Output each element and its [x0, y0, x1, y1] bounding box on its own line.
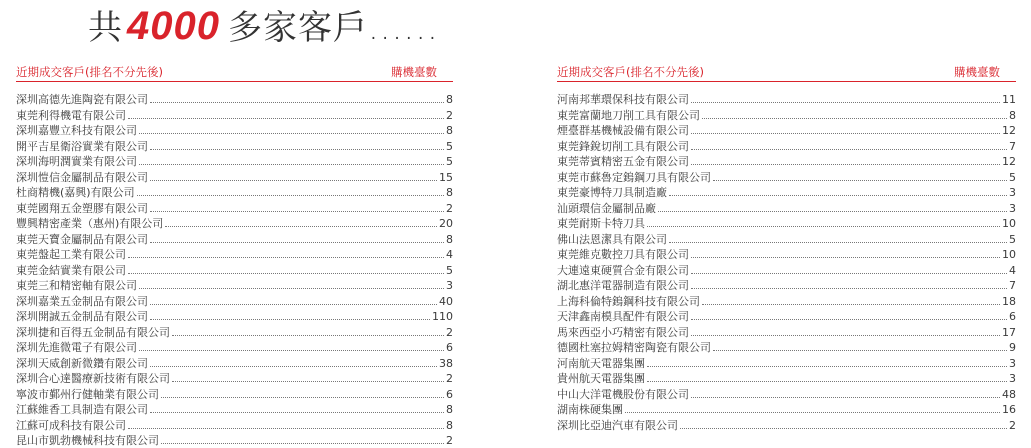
customer-name: 寧波市鄞州行健軸業有限公司	[16, 387, 159, 401]
customer-name: 深圳比亞迪汽車有限公司	[557, 418, 678, 432]
machine-count: 38	[439, 356, 453, 370]
machine-count: 2	[446, 108, 453, 122]
customer-name: 深圳嘉豐立科技有限公司	[16, 124, 137, 137]
machine-count: 5	[446, 263, 453, 277]
customer-name: 深圳嘉業五金制品有限公司	[16, 294, 148, 308]
machine-count: 12	[1002, 124, 1016, 137]
column-header	[557, 60, 1016, 82]
dot-leader	[172, 372, 444, 382]
list-item	[16, 355, 453, 371]
dot-leader	[165, 217, 437, 227]
dot-leader	[150, 295, 437, 305]
list-item	[16, 231, 453, 247]
dot-leader	[658, 202, 1007, 212]
dot-leader	[691, 124, 1000, 134]
machine-count: 48	[1002, 387, 1016, 401]
title-prefix: 共	[88, 8, 123, 48]
dot-leader	[128, 419, 444, 429]
customer-name: 深圳合心達醫療新技術有限公司	[16, 372, 170, 385]
customer-name: 馬來西亞小巧精密有限公司	[557, 325, 689, 339]
list-item	[16, 215, 453, 231]
machine-count: 8	[446, 403, 453, 416]
list-item	[16, 262, 453, 278]
list-item	[16, 339, 453, 355]
dot-leader	[161, 434, 444, 444]
customer-name: 河南邦華環保科技有限公司	[557, 93, 689, 106]
dot-leader	[139, 341, 444, 351]
machine-count: 3	[446, 279, 453, 292]
machine-count: 12	[1002, 155, 1016, 168]
customer-name: 東莞蒂賓精密五金有限公司	[557, 155, 689, 168]
list-item	[557, 184, 1016, 200]
dot-leader	[150, 171, 437, 181]
machine-count: 20	[439, 217, 453, 230]
list-item	[16, 122, 453, 138]
customer-name: 昆山市凱勃機械科技有限公司	[16, 434, 159, 447]
dot-leader	[680, 419, 1007, 429]
customer-name: 杜商精機(嘉興)有限公司	[16, 186, 135, 199]
dot-leader	[128, 248, 444, 258]
customer-name: 深圳高德先進陶瓷有限公司	[16, 93, 148, 106]
customer-name: 東莞維克數控刀具有限公司	[557, 248, 689, 261]
machine-count: 8	[446, 232, 453, 246]
dot-leader	[139, 155, 444, 165]
machine-count: 5	[446, 139, 453, 153]
list-item	[16, 246, 453, 262]
dot-leader	[139, 124, 444, 134]
list-item	[16, 107, 453, 123]
machine-count: 7	[1009, 139, 1016, 153]
list-item	[557, 339, 1016, 355]
dot-leader	[691, 310, 1007, 320]
list-item	[16, 432, 453, 448]
list-item	[16, 370, 453, 386]
machine-count: 40	[439, 294, 453, 308]
customer-name: 貴州航天電器集團	[557, 372, 645, 385]
customer-column-left	[16, 60, 453, 447]
dot-leader	[150, 202, 444, 212]
column-heading-left: 近期成交客戶(排名不分先後)	[557, 65, 704, 79]
list-item	[16, 277, 453, 293]
list-item	[16, 401, 453, 417]
customer-name: 江蘇維香工具制造有限公司	[16, 403, 148, 416]
dot-leader	[691, 279, 1007, 289]
list-item	[557, 231, 1016, 247]
machine-count: 16	[1002, 403, 1016, 416]
list-item	[557, 355, 1016, 371]
dot-leader	[691, 264, 1007, 274]
dot-leader	[691, 388, 1000, 398]
customer-name: 深圳天威創新微鑽有限公司	[16, 356, 148, 370]
list-item	[557, 262, 1016, 278]
list-item	[16, 308, 453, 324]
title-number: 4000	[127, 4, 220, 48]
list-item	[16, 138, 453, 154]
customer-name: 東莞三和精密軸有限公司	[16, 279, 137, 292]
customer-name: 上海科倫特鎢鋼科技有限公司	[557, 294, 700, 308]
list-item	[16, 91, 453, 107]
customer-name: 湖北惠洋電器制造有限公司	[557, 279, 689, 292]
dot-leader	[647, 357, 1007, 367]
machine-count: 2	[446, 325, 453, 339]
dot-leader	[150, 233, 444, 243]
machine-count: 2	[1009, 418, 1016, 432]
machine-count: 10	[1002, 248, 1016, 261]
machine-count: 8	[446, 93, 453, 106]
customer-name: 深圳先進微電子有限公司	[16, 341, 137, 354]
list-item	[16, 153, 453, 169]
dot-leader	[128, 109, 444, 119]
column-heading-left: 近期成交客戶(排名不分先後)	[16, 65, 163, 79]
customer-name: 東莞國翔五金塑膠有限公司	[16, 201, 148, 215]
customer-list	[16, 91, 453, 448]
customer-name: 東莞金結實業有限公司	[16, 263, 126, 277]
machine-count: 4	[446, 248, 453, 261]
dot-leader	[150, 403, 444, 413]
customer-name: 東莞盤起工業有限公司	[16, 248, 126, 261]
list-item	[16, 293, 453, 309]
customer-name: 東莞市蘇魯定鎢鋼刀具有限公司	[557, 170, 711, 184]
list-item	[557, 370, 1016, 386]
customer-list	[557, 91, 1016, 432]
machine-count: 10	[1002, 217, 1016, 230]
machine-count: 3	[1009, 201, 1016, 215]
dot-leader	[702, 109, 1007, 119]
machine-count: 8	[446, 124, 453, 137]
list-item	[557, 293, 1016, 309]
list-item	[557, 153, 1016, 169]
machine-count: 5	[1009, 170, 1016, 184]
list-item	[557, 122, 1016, 138]
dot-leader	[139, 279, 444, 289]
list-item	[557, 138, 1016, 154]
list-item	[557, 401, 1016, 417]
customer-name: 湖南株硬集團	[557, 403, 623, 416]
customer-name: 河南航天電器集團	[557, 356, 645, 370]
machine-count: 8	[446, 186, 453, 199]
dot-leader	[161, 388, 444, 398]
machine-count: 4	[1009, 263, 1016, 277]
machine-count: 8	[1009, 108, 1016, 122]
list-item	[16, 169, 453, 185]
machine-count: 2	[446, 372, 453, 385]
machine-count: 8	[446, 418, 453, 432]
column-heading-right: 購機臺數	[391, 65, 437, 79]
machine-count: 6	[446, 387, 453, 401]
machine-count: 2	[446, 201, 453, 215]
machine-count: 6	[1009, 310, 1016, 323]
dot-leader	[713, 341, 1007, 351]
list-item	[557, 308, 1016, 324]
dot-leader	[150, 310, 430, 320]
machine-count: 2	[446, 434, 453, 447]
dot-leader	[150, 93, 444, 103]
customer-name: 東莞利得機電有限公司	[16, 108, 126, 122]
machine-count: 18	[1002, 294, 1016, 308]
list-item	[557, 200, 1016, 216]
dot-leader	[172, 326, 444, 336]
machine-count: 15	[439, 170, 453, 184]
machine-count: 11	[1002, 93, 1016, 106]
list-item	[16, 386, 453, 402]
dot-leader	[691, 326, 1000, 336]
list-item	[16, 184, 453, 200]
dot-leader	[625, 403, 1000, 413]
customer-name: 深圳捷和百得五金制品有限公司	[16, 325, 170, 339]
machine-count: 3	[1009, 356, 1016, 370]
machine-count: 5	[446, 155, 453, 168]
dot-leader	[137, 186, 444, 196]
dot-leader	[669, 186, 1007, 196]
customer-name: 汕頭環信金屬制品廠	[557, 201, 656, 215]
customer-name: 深圳開誠五金制品有限公司	[16, 310, 148, 323]
machine-count: 17	[1002, 325, 1016, 339]
dot-leader	[150, 140, 444, 150]
dot-leader	[691, 93, 1000, 103]
dot-leader	[691, 248, 1000, 258]
list-item	[557, 246, 1016, 262]
list-item	[557, 277, 1016, 293]
customer-name: 佛山法恩潔具有限公司	[557, 232, 667, 246]
list-item	[557, 169, 1016, 185]
machine-count: 6	[446, 341, 453, 354]
column-heading-right: 購機臺數	[954, 65, 1000, 79]
customer-name: 深圳愷信金屬制品有限公司	[16, 170, 148, 184]
machine-count: 3	[1009, 186, 1016, 199]
dot-leader	[669, 233, 1007, 243]
customer-name: 東莞富蘭地刀削工具有限公司	[557, 108, 700, 122]
title-suffix: 多家客戶......	[227, 8, 439, 48]
list-item	[557, 215, 1016, 231]
dot-leader	[713, 171, 1007, 181]
list-item	[557, 417, 1016, 433]
customer-name: 江蘇可成科技有限公司	[16, 418, 126, 432]
list-item	[557, 91, 1016, 107]
customer-column-right	[557, 60, 1016, 432]
customer-name: 德國杜塞拉姆精密陶瓷有限公司	[557, 341, 711, 354]
customer-name: 深圳海明潤實業有限公司	[16, 155, 137, 168]
dot-leader	[150, 357, 437, 367]
list-item	[16, 200, 453, 216]
list-item	[557, 324, 1016, 340]
list-item	[557, 107, 1016, 123]
machine-count: 9	[1009, 341, 1016, 354]
dot-leader	[702, 295, 1000, 305]
customer-name: 開平吉星衛浴實業有限公司	[16, 139, 148, 153]
customer-name: 中山大洋電機股份有限公司	[557, 387, 689, 401]
customer-name: 東莞豪博特刀具制造廠	[557, 186, 667, 199]
list-item	[16, 417, 453, 433]
page-title	[88, 0, 439, 48]
machine-count: 110	[432, 310, 453, 323]
customer-name: 東莞鋒銳切削工具有限公司	[557, 139, 689, 153]
machine-count: 7	[1009, 279, 1016, 292]
list-item	[16, 324, 453, 340]
customer-name: 天津鑫南模具配件有限公司	[557, 310, 689, 323]
customer-name: 東莞天寶金屬制品有限公司	[16, 232, 148, 246]
machine-count: 5	[1009, 232, 1016, 246]
customer-name: 大連遠東硬質合金有限公司	[557, 263, 689, 277]
dot-leader	[691, 155, 1000, 165]
machine-count: 3	[1009, 372, 1016, 385]
customer-name: 煙臺群基機械設備有限公司	[557, 124, 689, 137]
dot-leader	[647, 217, 1000, 227]
list-item	[557, 386, 1016, 402]
dot-leader	[128, 264, 444, 274]
customer-name: 東莞耐斯卡特刀具	[557, 217, 645, 230]
dot-leader	[647, 372, 1007, 382]
column-header	[16, 60, 453, 82]
dot-leader	[691, 140, 1007, 150]
customer-name: 豐興精密產業（惠州)有限公司	[16, 217, 164, 230]
